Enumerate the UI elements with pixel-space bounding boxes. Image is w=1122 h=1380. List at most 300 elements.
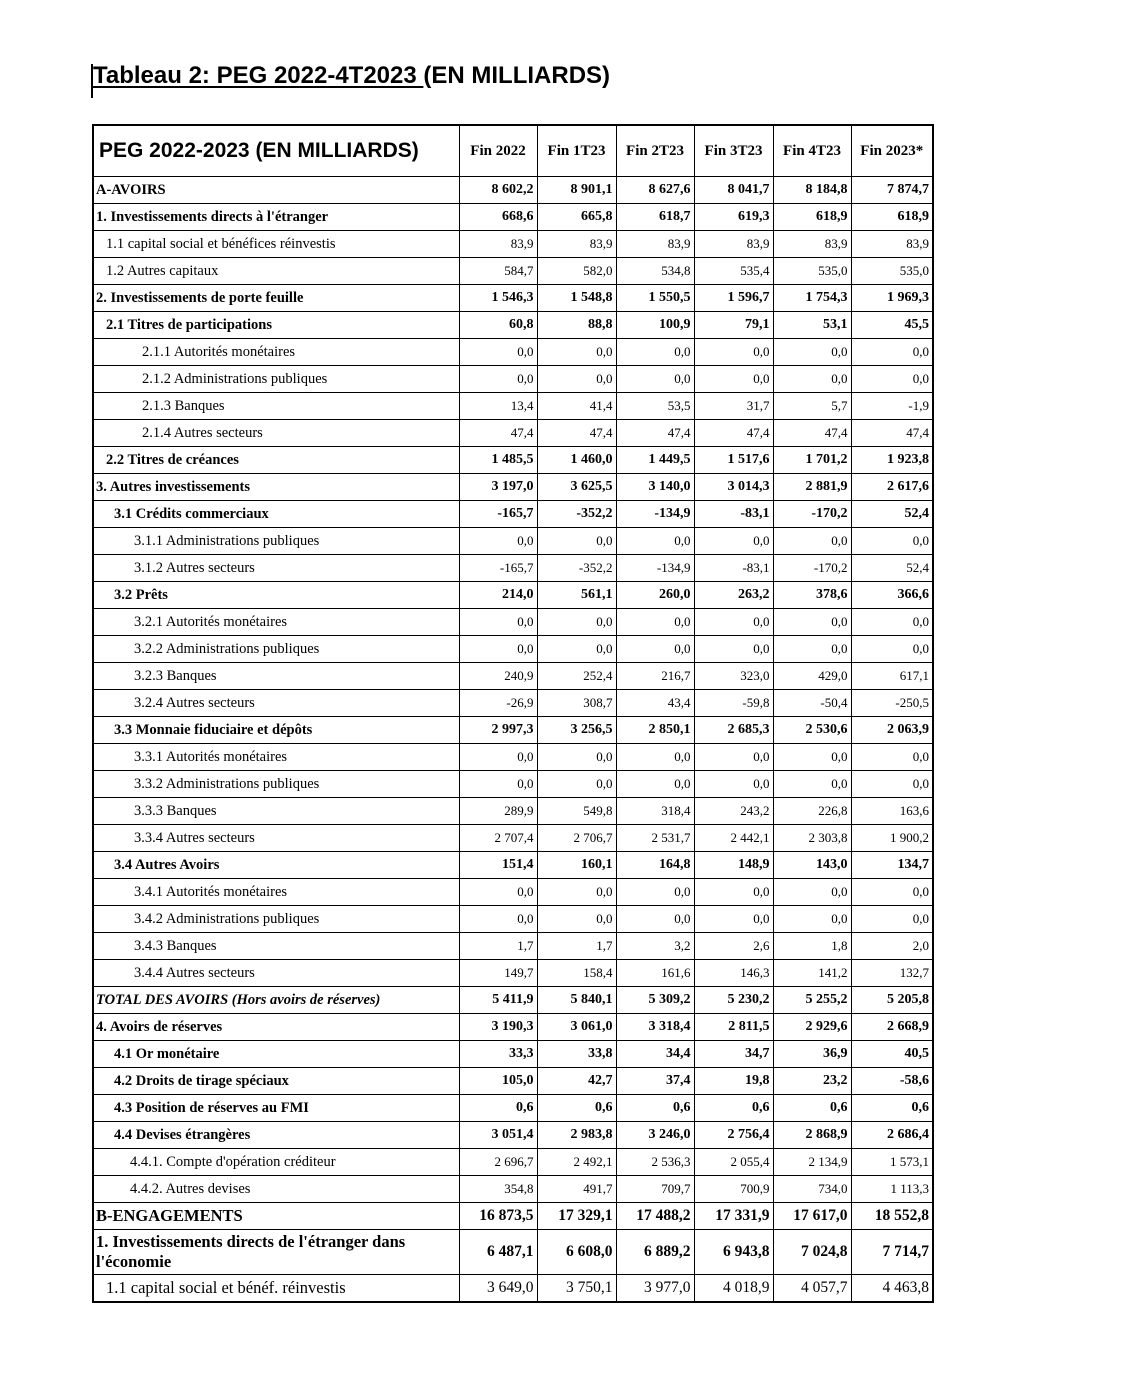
row-value: 53,5 [616, 393, 694, 420]
row-value: 734,0 [773, 1176, 851, 1203]
row-label: 3.4.1 Autorités monétaires [93, 879, 459, 906]
row-value: -170,2 [773, 501, 851, 528]
row-value: 8 627,6 [616, 177, 694, 204]
row-value: 243,2 [694, 798, 773, 825]
row-value: 0,6 [616, 1095, 694, 1122]
row-value: 0,0 [851, 906, 933, 933]
page-title-suffix: (EN MILLIARDS) [423, 62, 611, 89]
row-label: 1.2 Autres capitaux [93, 258, 459, 285]
row-value: 0,0 [537, 879, 616, 906]
table-row [93, 1230, 933, 1275]
row-value: 79,1 [694, 312, 773, 339]
table-row [93, 879, 933, 906]
table-row [93, 285, 933, 312]
row-label: 3.3.2 Administrations publiques [93, 771, 459, 798]
row-value: 7 874,7 [851, 177, 933, 204]
row-label: 3. Autres investissements [93, 474, 459, 501]
row-value: 148,9 [694, 852, 773, 879]
row-value: 0,0 [616, 339, 694, 366]
row-value: 0,0 [773, 879, 851, 906]
row-value: 1 517,6 [694, 447, 773, 474]
row-value: 5 411,9 [459, 987, 537, 1014]
table-row [93, 771, 933, 798]
row-value: 0,0 [851, 609, 933, 636]
row-value: 47,4 [616, 420, 694, 447]
row-value: 561,1 [537, 582, 616, 609]
row-value: 53,1 [773, 312, 851, 339]
row-value: 0,6 [773, 1095, 851, 1122]
row-value: 33,3 [459, 1041, 537, 1068]
row-value: 318,4 [616, 798, 694, 825]
row-value: -83,1 [694, 501, 773, 528]
row-value: 1 449,5 [616, 447, 694, 474]
table-row [93, 393, 933, 420]
row-value: 3 051,4 [459, 1122, 537, 1149]
row-label: 3.4.3 Banques [93, 933, 459, 960]
row-value: 2 929,6 [773, 1014, 851, 1041]
row-value: 0,0 [459, 771, 537, 798]
row-value: 0,0 [851, 744, 933, 771]
row-value: -83,1 [694, 555, 773, 582]
row-value: 252,4 [537, 663, 616, 690]
row-value: 491,7 [537, 1176, 616, 1203]
row-value: 4 463,8 [851, 1275, 933, 1303]
page-title-underlined: Tableau 2: PEG 2022-4T2023 [93, 62, 424, 89]
row-value: 0,0 [537, 366, 616, 393]
row-value: 378,6 [773, 582, 851, 609]
row-label: 3.1.1 Administrations publiques [93, 528, 459, 555]
row-value: 43,4 [616, 690, 694, 717]
table-row [93, 744, 933, 771]
row-value: -165,7 [459, 555, 537, 582]
row-value: 2 442,1 [694, 825, 773, 852]
row-value: -352,2 [537, 555, 616, 582]
row-label: 2.1.4 Autres secteurs [93, 420, 459, 447]
row-value: 2 617,6 [851, 474, 933, 501]
row-value: 0,0 [459, 366, 537, 393]
row-value: 31,7 [694, 393, 773, 420]
row-value: 164,8 [616, 852, 694, 879]
row-value: 83,9 [773, 231, 851, 258]
row-label: 2.1.1 Autorités monétaires [93, 339, 459, 366]
row-value: 1,7 [459, 933, 537, 960]
column-header: Fin 2023* [851, 125, 933, 177]
row-value: 3,2 [616, 933, 694, 960]
table-row [93, 852, 933, 879]
row-value: 3 625,5 [537, 474, 616, 501]
row-value: 0,0 [459, 636, 537, 663]
row-value: 1 548,8 [537, 285, 616, 312]
row-value: 6 889,2 [616, 1230, 694, 1275]
row-value: 17 329,1 [537, 1203, 616, 1230]
row-value: 1 923,8 [851, 447, 933, 474]
row-value: 149,7 [459, 960, 537, 987]
row-value: 0,0 [694, 879, 773, 906]
row-value: 41,4 [537, 393, 616, 420]
row-value: 83,9 [459, 231, 537, 258]
row-value: 8 184,8 [773, 177, 851, 204]
row-value: 2 530,6 [773, 717, 851, 744]
row-label: 3.2.3 Banques [93, 663, 459, 690]
row-value: 5 309,2 [616, 987, 694, 1014]
row-value: 83,9 [694, 231, 773, 258]
row-value: 709,7 [616, 1176, 694, 1203]
row-value: 0,0 [773, 636, 851, 663]
row-value: 618,9 [851, 204, 933, 231]
row-value: 34,4 [616, 1041, 694, 1068]
row-value: 0,6 [537, 1095, 616, 1122]
row-value: 0,0 [459, 339, 537, 366]
row-value: 700,9 [694, 1176, 773, 1203]
row-label: TOTAL DES AVOIRS (Hors avoirs de réserves) [93, 987, 459, 1014]
row-value: 17 331,9 [694, 1203, 773, 1230]
row-value: -250,5 [851, 690, 933, 717]
row-value: 1 701,2 [773, 447, 851, 474]
row-label: 2.1.2 Administrations publiques [93, 366, 459, 393]
row-value: 535,0 [773, 258, 851, 285]
row-value: 0,0 [459, 879, 537, 906]
row-value: 3 014,3 [694, 474, 773, 501]
row-label: 1.1 capital social et bénéfices réinvestis [93, 231, 459, 258]
table-row [93, 1149, 933, 1176]
row-value: -134,9 [616, 501, 694, 528]
table-row [93, 366, 933, 393]
column-header: Fin 2022 [459, 125, 537, 177]
row-value: 0,0 [537, 636, 616, 663]
row-label: 4.4 Devises étrangères [93, 1122, 459, 1149]
table-row [93, 933, 933, 960]
row-label: 1. Investissements directs de l'étranger dans l'économie [93, 1230, 459, 1275]
table-row [93, 825, 933, 852]
row-value: 4 057,7 [773, 1275, 851, 1303]
row-value: 549,8 [537, 798, 616, 825]
page-title [93, 62, 610, 90]
table-row [93, 663, 933, 690]
row-value: 619,3 [694, 204, 773, 231]
row-value: 17 488,2 [616, 1203, 694, 1230]
row-value: 0,0 [694, 609, 773, 636]
row-value: 535,0 [851, 258, 933, 285]
row-value: 618,7 [616, 204, 694, 231]
row-label: 2.1 Titres de participations [93, 312, 459, 339]
row-value: 308,7 [537, 690, 616, 717]
row-value: 8 041,7 [694, 177, 773, 204]
row-value: 161,6 [616, 960, 694, 987]
row-value: 429,0 [773, 663, 851, 690]
row-value: 0,6 [851, 1095, 933, 1122]
table-header-label: PEG 2022-2023 (EN MILLIARDS) [93, 125, 459, 177]
row-value: 2 696,7 [459, 1149, 537, 1176]
row-value: 2 686,4 [851, 1122, 933, 1149]
row-value: 0,0 [694, 528, 773, 555]
table-row [93, 231, 933, 258]
row-value: 0,0 [616, 744, 694, 771]
row-value: 535,4 [694, 258, 773, 285]
table-row [93, 906, 933, 933]
row-value: 47,4 [773, 420, 851, 447]
row-label: 2.2 Titres de créances [93, 447, 459, 474]
table-row [93, 960, 933, 987]
column-header: Fin 4T23 [773, 125, 851, 177]
table-row [93, 1095, 933, 1122]
table-row [93, 1275, 933, 1303]
row-value: -134,9 [616, 555, 694, 582]
row-value: 3 256,5 [537, 717, 616, 744]
row-value: 2 063,9 [851, 717, 933, 744]
row-value: 216,7 [616, 663, 694, 690]
row-value: 2 756,4 [694, 1122, 773, 1149]
row-value: 0,0 [537, 771, 616, 798]
row-value: 0,0 [773, 906, 851, 933]
table-row [93, 204, 933, 231]
row-label: 4.3 Position de réserves au FMI [93, 1095, 459, 1122]
row-value: 0,0 [851, 366, 933, 393]
row-label: 3.4.2 Administrations publiques [93, 906, 459, 933]
row-value: 47,4 [459, 420, 537, 447]
peg-table [92, 124, 934, 1303]
row-value: 45,5 [851, 312, 933, 339]
row-value: 6 608,0 [537, 1230, 616, 1275]
row-value: -170,2 [773, 555, 851, 582]
column-header: Fin 2T23 [616, 125, 694, 177]
row-value: 8 602,2 [459, 177, 537, 204]
row-label: 3.3.3 Banques [93, 798, 459, 825]
table-row [93, 609, 933, 636]
row-value: 2 668,9 [851, 1014, 933, 1041]
row-value: 5 230,2 [694, 987, 773, 1014]
row-value: 100,9 [616, 312, 694, 339]
row-value: 2 983,8 [537, 1122, 616, 1149]
row-value: 1 754,3 [773, 285, 851, 312]
row-label: B-ENGAGEMENTS [93, 1203, 459, 1230]
table-row [93, 1041, 933, 1068]
row-value: 7 024,8 [773, 1230, 851, 1275]
row-value: 3 977,0 [616, 1275, 694, 1303]
row-value: 2 811,5 [694, 1014, 773, 1041]
table-row [93, 1014, 933, 1041]
row-value: 0,0 [459, 906, 537, 933]
row-value: 2 531,7 [616, 825, 694, 852]
row-value: 6 487,1 [459, 1230, 537, 1275]
row-value: 2 303,8 [773, 825, 851, 852]
row-label: 3.4 Autres Avoirs [93, 852, 459, 879]
row-value: 214,0 [459, 582, 537, 609]
row-value: 36,9 [773, 1041, 851, 1068]
row-label: 4.2 Droits de tirage spéciaux [93, 1068, 459, 1095]
row-value: 2 850,1 [616, 717, 694, 744]
row-label: 1.1 capital social et bénéf. réinvestis [93, 1275, 459, 1303]
table-row [93, 690, 933, 717]
table-row [93, 177, 933, 204]
row-value: 47,4 [851, 420, 933, 447]
row-value: 1 900,2 [851, 825, 933, 852]
row-value: 0,6 [694, 1095, 773, 1122]
row-value: 0,0 [694, 366, 773, 393]
table-row [93, 501, 933, 528]
row-value: 5 205,8 [851, 987, 933, 1014]
row-value: 2,0 [851, 933, 933, 960]
row-value: 33,8 [537, 1041, 616, 1068]
row-value: 8 901,1 [537, 177, 616, 204]
table-row [93, 555, 933, 582]
row-value: 60,8 [459, 312, 537, 339]
row-value: 668,6 [459, 204, 537, 231]
row-label: 1. Investissements directs à l'étranger [93, 204, 459, 231]
row-value: 3 649,0 [459, 1275, 537, 1303]
row-value: 0,0 [616, 609, 694, 636]
table-row [93, 1068, 933, 1095]
table-row [93, 1176, 933, 1203]
row-value: 263,2 [694, 582, 773, 609]
row-value: 34,7 [694, 1041, 773, 1068]
row-value: 366,6 [851, 582, 933, 609]
row-value: 1 485,5 [459, 447, 537, 474]
row-label: 2. Investissements de porte feuille [93, 285, 459, 312]
row-value: 3 061,0 [537, 1014, 616, 1041]
row-value: 0,0 [694, 636, 773, 663]
row-value: 618,9 [773, 204, 851, 231]
row-value: -50,4 [773, 690, 851, 717]
row-value: 1 460,0 [537, 447, 616, 474]
row-value: 2 536,3 [616, 1149, 694, 1176]
table-row [93, 258, 933, 285]
row-label: 3.3.4 Autres secteurs [93, 825, 459, 852]
row-value: 2 997,3 [459, 717, 537, 744]
row-label: 3.2.4 Autres secteurs [93, 690, 459, 717]
table-row [93, 1122, 933, 1149]
row-value: 0,0 [616, 771, 694, 798]
row-value: 23,2 [773, 1068, 851, 1095]
row-value: -352,2 [537, 501, 616, 528]
column-header: Fin 1T23 [537, 125, 616, 177]
row-value: 0,0 [616, 879, 694, 906]
row-value: 160,1 [537, 852, 616, 879]
row-value: 0,0 [773, 366, 851, 393]
row-value: 3 246,0 [616, 1122, 694, 1149]
row-value: 0,0 [537, 906, 616, 933]
row-value: 141,2 [773, 960, 851, 987]
row-value: 5 840,1 [537, 987, 616, 1014]
row-label: 4. Avoirs de réserves [93, 1014, 459, 1041]
row-label: 2.1.3 Banques [93, 393, 459, 420]
row-value: 1 550,5 [616, 285, 694, 312]
row-value: 534,8 [616, 258, 694, 285]
row-label: 4.1 Or monétaire [93, 1041, 459, 1068]
row-value: 2 706,7 [537, 825, 616, 852]
row-value: 88,8 [537, 312, 616, 339]
row-value: 3 750,1 [537, 1275, 616, 1303]
row-value: 0,0 [773, 609, 851, 636]
table-body [93, 177, 933, 1303]
row-value: 52,4 [851, 501, 933, 528]
row-value: 2 134,9 [773, 1149, 851, 1176]
row-value: 2,6 [694, 933, 773, 960]
row-value: 52,4 [851, 555, 933, 582]
table-row [93, 312, 933, 339]
row-value: 0,0 [773, 339, 851, 366]
row-value: 665,8 [537, 204, 616, 231]
row-value: 0,0 [537, 528, 616, 555]
row-value: 3 318,4 [616, 1014, 694, 1041]
row-value: 1 596,7 [694, 285, 773, 312]
row-label: 3.2 Prêts [93, 582, 459, 609]
row-value: 1 573,1 [851, 1149, 933, 1176]
row-value: 42,7 [537, 1068, 616, 1095]
row-value: 40,5 [851, 1041, 933, 1068]
row-value: 0,0 [851, 636, 933, 663]
row-value: 3 140,0 [616, 474, 694, 501]
row-value: 83,9 [616, 231, 694, 258]
row-value: 0,0 [459, 528, 537, 555]
row-value: 1 969,3 [851, 285, 933, 312]
row-value: 158,4 [537, 960, 616, 987]
row-value: 1 113,3 [851, 1176, 933, 1203]
row-value: 0,0 [616, 528, 694, 555]
row-value: 354,8 [459, 1176, 537, 1203]
table-row [93, 528, 933, 555]
row-value: 37,4 [616, 1068, 694, 1095]
row-value: 617,1 [851, 663, 933, 690]
table-row [93, 339, 933, 366]
row-value: 1,7 [537, 933, 616, 960]
row-value: 1 546,3 [459, 285, 537, 312]
row-value: 83,9 [851, 231, 933, 258]
row-value: 0,0 [459, 744, 537, 771]
row-value: 0,0 [851, 879, 933, 906]
row-value: 0,6 [459, 1095, 537, 1122]
table-row [93, 636, 933, 663]
row-value: 240,9 [459, 663, 537, 690]
row-value: 18 552,8 [851, 1203, 933, 1230]
table-row [93, 1203, 933, 1230]
table-row [93, 798, 933, 825]
row-value: -1,9 [851, 393, 933, 420]
table-row [93, 420, 933, 447]
row-value: 143,0 [773, 852, 851, 879]
row-value: 2 492,1 [537, 1149, 616, 1176]
row-value: 0,0 [459, 609, 537, 636]
column-header: Fin 3T23 [694, 125, 773, 177]
table-row [93, 717, 933, 744]
row-value: 2 881,9 [773, 474, 851, 501]
row-value: -165,7 [459, 501, 537, 528]
row-value: 0,0 [616, 906, 694, 933]
row-value: 323,0 [694, 663, 773, 690]
row-value: 0,0 [616, 366, 694, 393]
row-value: 6 943,8 [694, 1230, 773, 1275]
row-value: 163,6 [851, 798, 933, 825]
row-value: 47,4 [537, 420, 616, 447]
row-value: 2 868,9 [773, 1122, 851, 1149]
row-label: A-AVOIRS [93, 177, 459, 204]
row-value: 17 617,0 [773, 1203, 851, 1230]
row-value: 83,9 [537, 231, 616, 258]
row-value: 19,8 [694, 1068, 773, 1095]
row-value: 0,0 [537, 339, 616, 366]
row-value: 226,8 [773, 798, 851, 825]
row-label: 3.1.2 Autres secteurs [93, 555, 459, 582]
row-value: 105,0 [459, 1068, 537, 1095]
table-row [93, 582, 933, 609]
row-value: 582,0 [537, 258, 616, 285]
row-value: 2 055,4 [694, 1149, 773, 1176]
row-value: 0,0 [851, 528, 933, 555]
row-value: 132,7 [851, 960, 933, 987]
row-value: -26,9 [459, 690, 537, 717]
row-value: 3 197,0 [459, 474, 537, 501]
row-label: 4.4.2. Autres devises [93, 1176, 459, 1203]
table-row [93, 447, 933, 474]
